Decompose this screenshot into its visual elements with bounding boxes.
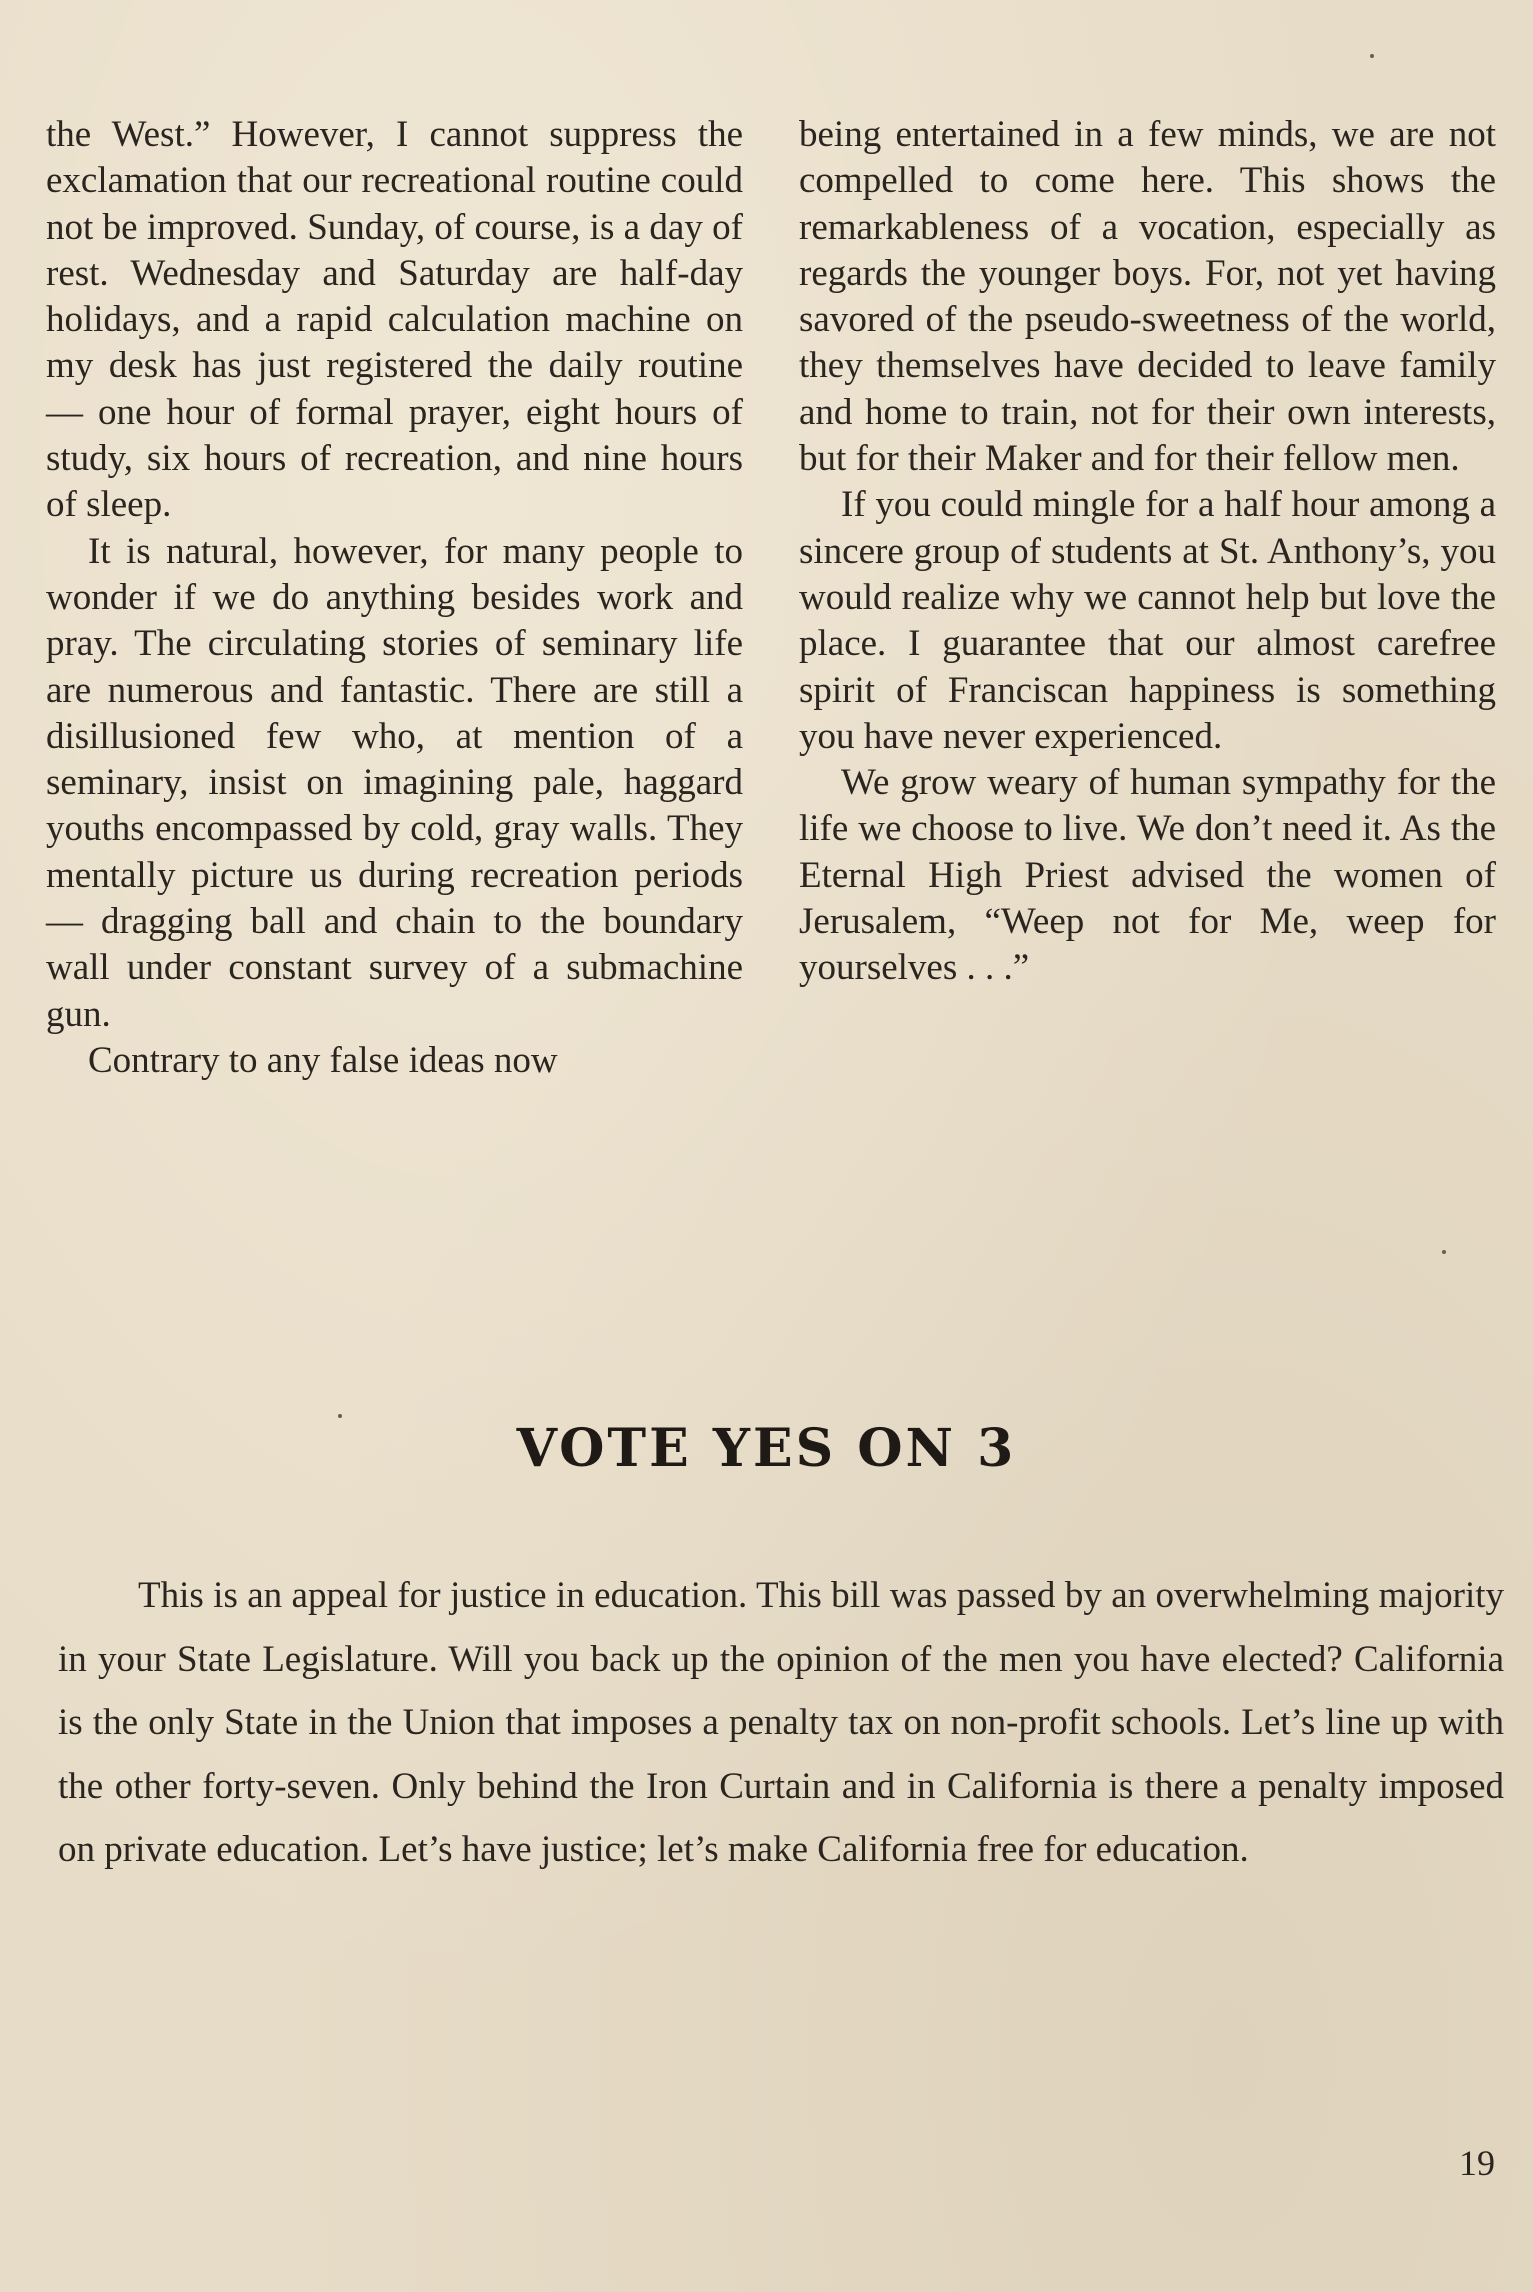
left-paragraph-3: Contrary to any false ideas now (88, 1039, 558, 1081)
left-column (46, 112, 743, 1084)
print-speck (1442, 1250, 1446, 1254)
print-speck (338, 1414, 342, 1418)
appeal-paragraph: This is an appeal for justice in education. This bill was passed by an overwhelming majority in your State Legislature. Will you back up the opinion of the men you have elected? California is the only State in the Union that imposes a penalty tax on non-profit schools. Let’s line up with the other forty-seven. Only behind the Iron Curtain and in California is there a penalty imposed on private education. Let’s have justice; let’s make California free for education. (58, 1575, 1504, 1870)
page-number: 19 (1459, 2143, 1495, 2183)
article-columns (46, 112, 1496, 1084)
print-speck (1370, 54, 1374, 58)
left-paragraph-1: the West.” However, I cannot suppress the exclamation that our recreational routine could not be improved. Sunday, of course, is a day of rest. Wednesday and Saturday are half-day holidays, and a rapid calculation machine on my desk has just registered the daily routine — one hour of formal prayer, eight hours of study, six hours of recreation, and nine hours of sleep. (46, 114, 743, 526)
section-heading: VOTE YES ON 3 (516, 1418, 1017, 1479)
left-paragraph-2: It is natural, however, for many people to wonder if we do anything besides work and pray. The circulating stories of seminary life are numerous and fantastic. There are still a disillusioned few who, at mention of a seminary, insist on imagining pale, haggard youths encompassed by cold, gray walls. They mentally picture us during recreation periods — dragging ball and chain to the boundary wall under constant survey of a submachine gun. (46, 530, 743, 1035)
right-column (799, 112, 1496, 1084)
right-paragraph-1: being entertained in a few minds, we are not compelled to come here. This shows the remarkableness of a vocation, especially as regards the younger boys. For, not yet having savored of the pseudo-sweetness of the world, they themselves have decided to leave family and home to train, not for their own interests, but for their Maker and for their fellow men. (799, 114, 1496, 480)
right-paragraph-2: If you could mingle for a half hour among a sincere group of students at St. Anthony’s, you would realize why we cannot help but love the place. I guarantee that our almost carefree spirit of Franciscan happiness is something you have never experienced. (799, 484, 1496, 757)
right-paragraph-3: We grow weary of human sympathy for the life we choose to live. We don’t need it. As the Eternal High Priest advised the women of Jerusalem, “Weep not for Me, weep for yourselves . . .” (799, 762, 1496, 989)
appeal-block (58, 1564, 1504, 1882)
